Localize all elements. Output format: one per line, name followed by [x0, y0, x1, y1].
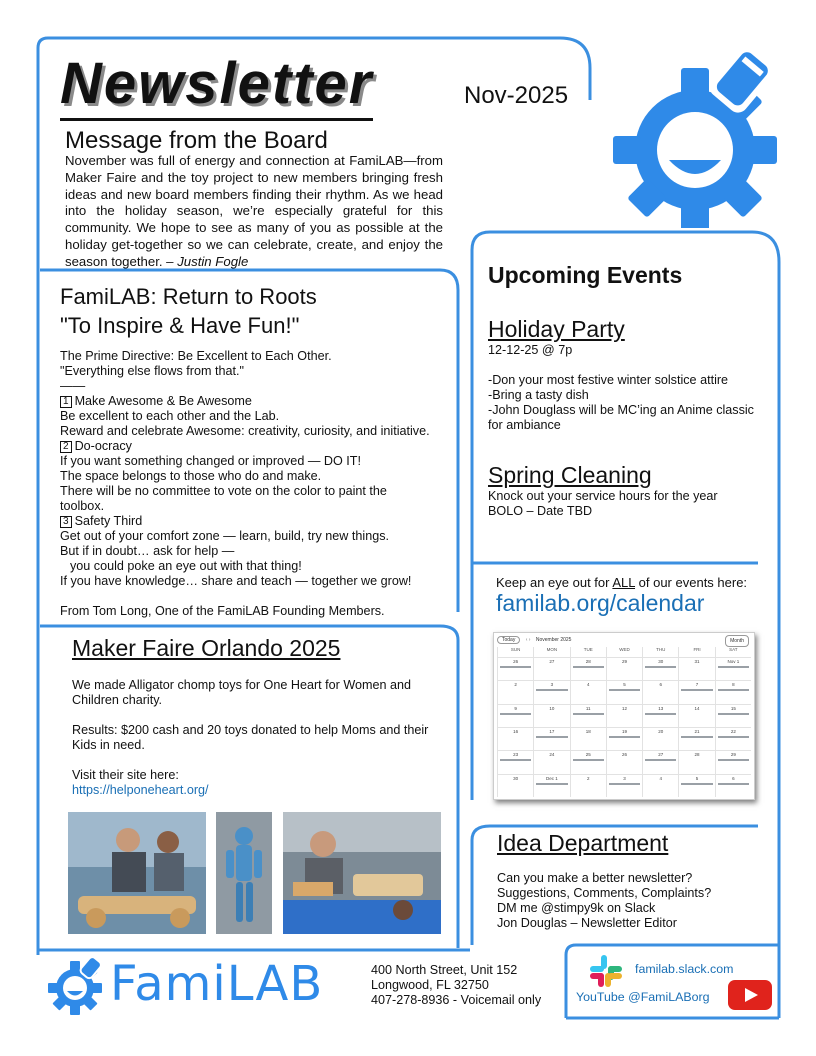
calendar-day-number: 18 [585, 729, 591, 734]
calendar-day-cell[interactable] [642, 657, 678, 680]
item3-number: 3 [60, 516, 72, 528]
calendar-event-bar [718, 759, 749, 761]
holiday-item: -Bring a tasty dish [488, 388, 589, 402]
calendar-day-number: 6 [732, 775, 735, 781]
board-signature: Justin Fogle [177, 253, 249, 269]
calendar-day-number: 19 [621, 729, 627, 734]
familab-small-gear-icon [46, 957, 104, 1015]
spring-line2: BOLO – Date TBD [488, 504, 593, 518]
calendar-day-cell[interactable] [642, 680, 678, 703]
calendar-day-cell[interactable] [606, 657, 642, 680]
youtube-icon[interactable] [728, 980, 772, 1010]
maker-faire-para2: Results: $200 cash and 20 toys donated to help Moms and their Kids in need. [72, 723, 429, 752]
item3-title: Safety Third [74, 514, 143, 528]
idea-body [497, 871, 711, 931]
calendar-intro [496, 575, 747, 590]
address-line2: Longwood, FL 32750 [371, 978, 489, 992]
calendar-event-bar [536, 736, 567, 738]
calendar-day-cell[interactable] [606, 774, 642, 797]
holiday-party-date: 12-12-25 @ 7p [488, 343, 573, 357]
prime-directive: The Prime Directive: Be Excellent to Each Other. [60, 349, 332, 363]
calendar-month-label: November 2025 [535, 637, 572, 643]
calendar-day-number: 29 [730, 752, 736, 758]
calendar-grid [497, 647, 751, 797]
idea-line2: Suggestions, Comments, Complaints? [497, 886, 712, 900]
calendar-event-bar [573, 759, 604, 761]
calendar-day-cell[interactable] [533, 704, 569, 727]
item2-line2: The space belongs to those who do and make. [60, 469, 322, 483]
item2-number: 2 [60, 441, 72, 453]
board-dash: – [162, 253, 178, 269]
calendar-today-button[interactable]: Today [497, 636, 520, 644]
calendar-event-bar [718, 736, 749, 738]
calendar-day-number: 3 [550, 682, 554, 688]
calendar-day-number: Dec 1 [546, 775, 558, 781]
roots-body [60, 349, 455, 619]
calendar-day-cell[interactable] [533, 774, 569, 797]
calendar-day-cell[interactable] [678, 750, 714, 773]
calendar-intro-before: Keep an eye out for [496, 575, 613, 590]
calendar-day-cell[interactable] [497, 750, 533, 773]
calendar-event-bar [500, 666, 531, 668]
holiday-party-details [488, 373, 758, 433]
issue-date: Nov-2025 [464, 82, 569, 109]
slack-link[interactable]: familab.slack.com [635, 962, 734, 976]
calendar-day-number: 21 [694, 729, 700, 734]
calendar-event-bar [573, 666, 604, 668]
calendar-day-cell[interactable] [497, 704, 533, 727]
calendar-event-bar [536, 783, 567, 785]
calendar-day-cell[interactable] [533, 727, 569, 750]
calendar-day-cell[interactable] [570, 727, 606, 750]
calendar-day-cell[interactable] [715, 727, 751, 750]
calendar-day-number: 5 [623, 682, 626, 688]
calendar-day-cell[interactable] [533, 657, 569, 680]
youtube-link[interactable]: YouTube @FamiLABorg [576, 990, 710, 1004]
maker-faire-para1: We made Alligator chomp toys for One Heart for Women and Children charity. [72, 678, 412, 707]
calendar-day-cell[interactable] [497, 680, 533, 703]
item2-line4: toolbox. [60, 499, 105, 513]
calendar-day-header: MON [533, 647, 569, 657]
holiday-item: -John Douglass will be MC’ing an Anime classic for ambiance [488, 403, 754, 432]
maker-faire-para3: Visit their site here: [72, 768, 179, 782]
idea-heading: Idea Department [497, 830, 669, 856]
calendar-day-number: 26 [513, 659, 519, 664]
calendar-intro-after: of our events here: [635, 575, 748, 590]
calendar-day-number: 20 [658, 729, 664, 734]
item1-number: 1 [60, 396, 72, 408]
calendar-day-number: 22 [730, 729, 736, 734]
item2-title: Do-ocracy [74, 439, 132, 453]
calendar-day-cell[interactable] [715, 774, 751, 797]
calendar-day-number: 23 [513, 752, 519, 758]
calendar-event-bar [609, 736, 640, 738]
calendar-day-number: 31 [694, 659, 700, 664]
calendar-day-cell[interactable] [606, 727, 642, 750]
calendar-intro-emph: ALL [612, 575, 636, 590]
calendar-event-bar [536, 689, 567, 691]
calendar-event-bar [718, 783, 749, 785]
calendar-day-number: 24 [549, 752, 555, 758]
calendar-day-cell[interactable] [497, 727, 533, 750]
roots-divider: —— [60, 379, 86, 393]
calendar-day-number: 25 [585, 752, 591, 758]
newsletter-title: Newsletter [60, 52, 373, 121]
calendar-event-bar [681, 689, 712, 691]
calendar-day-cell[interactable] [570, 704, 606, 727]
calendar-event-bar [645, 713, 676, 715]
calendar-day-header: SAT [715, 647, 751, 657]
calendar-day-number: 30 [513, 775, 519, 781]
slack-icon[interactable] [588, 953, 624, 989]
calendar-day-number: 16 [513, 729, 519, 734]
calendar-day-number: Nov 1 [727, 659, 740, 664]
calendar-day-header: THU [642, 647, 678, 657]
prime-directive-quote: "Everything else flows from that." [60, 364, 244, 378]
roots-heading [60, 282, 317, 340]
holiday-item: -Don your most festive winter solstice attire [488, 373, 729, 387]
calendar-day-number: 4 [659, 775, 663, 781]
calendar-event-bar [718, 666, 749, 668]
calendar-day-cell[interactable] [570, 680, 606, 703]
calendar-day-number: 26 [621, 752, 627, 758]
item1-line2: Reward and celebrate Awesome: creativity, curiosity, and initiative. [60, 424, 430, 438]
calendar-day-header: TUE [570, 647, 606, 657]
calendar-day-number: 17 [549, 729, 555, 734]
calendar-day-number: 5 [695, 775, 699, 781]
photo-alligator-toy [68, 812, 206, 934]
calendar-day-cell[interactable] [678, 727, 714, 750]
calendar-day-cell[interactable] [642, 774, 678, 797]
spring-cleaning-title: Spring Cleaning [488, 462, 652, 488]
idea-line3: DM me @stimpy9k on Slack [497, 901, 656, 915]
spring-line1: Knock out your service hours for the year [488, 489, 718, 503]
calendar-link[interactable]: familab.org/calendar [496, 590, 705, 616]
calendar-day-number: 4 [586, 682, 590, 688]
calendar-day-number: 10 [549, 705, 555, 711]
calendar-day-number: 12 [621, 705, 627, 711]
calendar-toolbar [497, 635, 751, 645]
board-message-text: November was full of energy and connection at FamiLAB—from Maker Faire and the toy project to new members bringing fresh ideas and new board members finding their rhythm. As we head into the holiday season, we’re especially grateful for this community. We hope to see as many of you as possible at the holiday get-together so we can celebrate, create, and enjoy the season together. [65, 153, 443, 269]
calendar-nav-icon[interactable]: ‹ › [525, 637, 531, 643]
calendar-day-cell[interactable] [642, 704, 678, 727]
item2-line3: There will be no committee to vote on the color to paint the [60, 484, 387, 498]
calendar-day-number: 2 [586, 775, 590, 781]
item3-line1: Get out of your comfort zone — learn, build, try new things. [60, 529, 389, 543]
calendar-day-cell[interactable] [678, 774, 714, 797]
calendar-view-button[interactable]: Month [725, 635, 749, 647]
calendar-day-number: 30 [658, 659, 664, 664]
calendar-day-number: 27 [658, 752, 664, 758]
calendar-event-bar [718, 713, 749, 715]
item2-heading [60, 439, 455, 454]
calendar-event-bar [609, 689, 640, 691]
item1-heading [60, 394, 455, 409]
calendar-day-cell[interactable] [642, 727, 678, 750]
calendar-day-cell[interactable] [678, 680, 714, 703]
address-line1: 400 North Street, Unit 152 [371, 963, 518, 977]
familab-gear-flask-icon [603, 48, 793, 228]
calendar-day-number: 29 [621, 659, 627, 664]
calendar-day-cell[interactable] [497, 774, 533, 797]
calendar-day-cell[interactable] [606, 680, 642, 703]
calendar-screenshot [493, 632, 755, 800]
calendar-day-number: 28 [694, 752, 700, 758]
calendar-day-cell[interactable] [678, 657, 714, 680]
calendar-event-bar [573, 713, 604, 715]
calendar-day-cell[interactable] [606, 750, 642, 773]
calendar-day-cell[interactable] [715, 704, 751, 727]
address-line3: 407-278-8936 - Voicemail only [371, 993, 542, 1007]
calendar-day-cell[interactable] [570, 657, 606, 680]
holiday-party-title: Holiday Party [488, 316, 625, 342]
photo-robot-figure [216, 812, 272, 934]
calendar-day-cell[interactable] [715, 657, 751, 680]
maker-faire-body [72, 678, 442, 798]
roots-heading-line2: "To Inspire & Have Fun!" [60, 313, 300, 338]
calendar-day-number: 8 [732, 682, 735, 688]
item3-line3: you could poke an eye out with that thing! [70, 559, 302, 573]
item3-line2: But if in doubt… ask for help — [60, 544, 235, 558]
events-heading: Upcoming Events [488, 262, 683, 288]
calendar-day-number: 14 [694, 705, 700, 711]
idea-line1: Can you make a better newsletter? [497, 871, 693, 885]
calendar-day-header: FRI [678, 647, 714, 657]
calendar-event-bar [500, 759, 531, 761]
helponeheart-link[interactable]: https://helponeheart.org/ [72, 783, 209, 797]
calendar-day-number: 11 [585, 705, 591, 711]
item3-line4: If you have knowledge… share and teach — together we grow! [60, 574, 412, 588]
item1-title: Make Awesome & Be Awesome [74, 394, 252, 408]
familab-logo-text: FamiLAB [110, 956, 324, 1012]
item3-heading [60, 514, 455, 529]
calendar-event-bar [718, 689, 749, 691]
calendar-day-number: 9 [514, 705, 517, 711]
roots-attribution: From Tom Long, One of the FamiLAB Founding Members. [60, 604, 385, 618]
calendar-event-bar [645, 759, 676, 761]
calendar-day-cell[interactable] [678, 704, 714, 727]
calendar-day-number: 6 [659, 682, 663, 688]
calendar-day-cell[interactable] [570, 750, 606, 773]
roots-heading-line1: FamiLAB: Return to Roots [60, 284, 317, 309]
item1-line1: Be excellent to each other and the Lab. [60, 409, 280, 423]
calendar-day-header: WED [606, 647, 642, 657]
calendar-day-cell[interactable] [715, 680, 751, 703]
calendar-day-number: 3 [623, 775, 626, 781]
calendar-day-cell[interactable] [715, 750, 751, 773]
board-message [65, 153, 443, 271]
calendar-day-number: 28 [585, 659, 591, 664]
calendar-event-bar [681, 783, 712, 785]
calendar-day-cell[interactable] [533, 680, 569, 703]
calendar-event-bar [609, 783, 640, 785]
footer-address [371, 963, 541, 1008]
board-heading: Message from the Board [65, 127, 328, 154]
calendar-day-number: 2 [514, 682, 517, 688]
calendar-day-cell[interactable] [533, 750, 569, 773]
calendar-event-bar [645, 666, 676, 668]
calendar-day-number: 7 [695, 682, 699, 688]
calendar-day-number: 13 [658, 705, 664, 711]
calendar-day-cell[interactable] [497, 657, 533, 680]
calendar-day-cell[interactable] [570, 774, 606, 797]
calendar-event-bar [500, 713, 531, 715]
calendar-event-bar [681, 736, 712, 738]
spring-cleaning-details [488, 489, 718, 519]
calendar-day-cell[interactable] [606, 704, 642, 727]
maker-faire-heading: Maker Faire Orlando 2025 [72, 635, 341, 661]
calendar-day-number: 27 [549, 659, 555, 664]
item2-line1: If you want something changed or improved — DO IT! [60, 454, 361, 468]
idea-line4: Jon Douglas – Newsletter Editor [497, 916, 677, 930]
calendar-day-number: 15 [730, 705, 736, 711]
photo-kids-building [283, 812, 441, 934]
calendar-day-header: SUN [497, 647, 533, 657]
calendar-day-cell[interactable] [642, 750, 678, 773]
